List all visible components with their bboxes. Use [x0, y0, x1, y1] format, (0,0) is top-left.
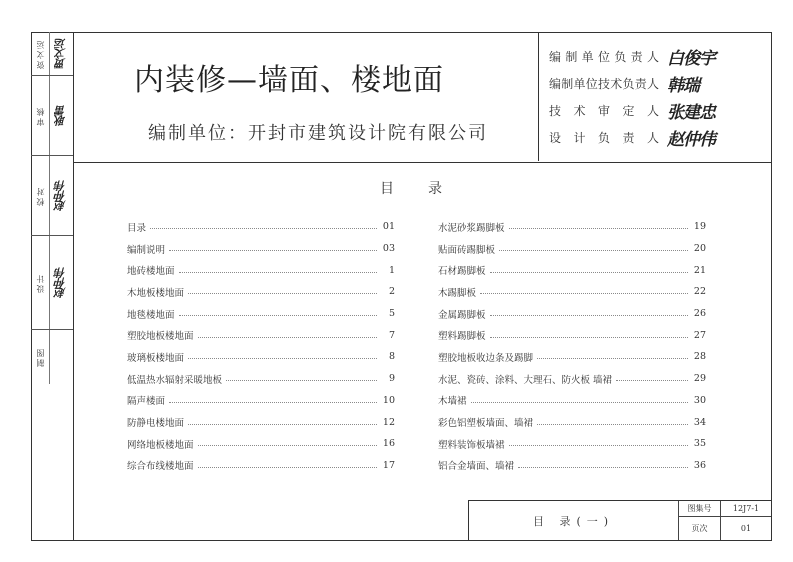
- responsible-label: 技术审定人: [549, 104, 659, 118]
- toc-entry-page: 26: [693, 308, 706, 320]
- toc-dot-leader: [537, 358, 688, 359]
- toc-entry[interactable]: [127, 433, 395, 455]
- toc-entry-page: 21: [693, 264, 706, 276]
- toc-entry-page: 16: [382, 438, 395, 450]
- toc-entry-page: 20: [693, 243, 706, 255]
- toc-entry[interactable]: [127, 238, 395, 260]
- strip-signature: 赵仲伟: [54, 267, 67, 298]
- toc-entry-label: 地砖楼地面: [127, 266, 175, 278]
- strip-signature: 赵仲伟: [54, 180, 67, 211]
- toc-entry[interactable]: [438, 259, 706, 281]
- responsible-row: [549, 97, 764, 124]
- toc-entry[interactable]: [127, 259, 395, 281]
- toc-dot-leader: [509, 228, 688, 229]
- toc-entry[interactable]: [127, 281, 395, 303]
- toc-entry[interactable]: [127, 455, 395, 477]
- toc-entry[interactable]: [438, 346, 706, 368]
- toc-entry-page: 27: [693, 329, 706, 341]
- responsible-signature: 韩瑞: [667, 76, 699, 96]
- toc-entry-label: 石材踢脚板: [438, 266, 486, 278]
- toc-dot-leader: [537, 424, 688, 425]
- toc-entry[interactable]: [438, 238, 706, 260]
- responsible-signature: 张建忠: [667, 103, 715, 123]
- toc-dot-leader: [518, 467, 688, 468]
- toc-entry-page: 22: [693, 286, 706, 298]
- toc-entry-page: 2: [388, 286, 395, 298]
- toc-entry-page: 19: [693, 221, 706, 233]
- toc-entry-label: 塑料踢脚板: [438, 331, 486, 343]
- responsible-label: 编制单位技术负责人: [549, 77, 659, 91]
- toc-entry-page: 35: [693, 438, 706, 450]
- toc-entry-label: 塑料装饰板墙裙: [438, 439, 505, 451]
- title-block-header: [74, 33, 771, 163]
- toc-entry-page: 03: [382, 243, 395, 255]
- page-number-label: 页次: [679, 517, 721, 540]
- toc-dot-leader: [179, 315, 377, 316]
- toc-entry[interactable]: [438, 216, 706, 238]
- responsible-persons: [549, 43, 764, 151]
- toc-dot-leader: [188, 424, 377, 425]
- responsible-row: [549, 43, 764, 70]
- toc-entry[interactable]: [438, 433, 706, 455]
- toc-entry-label: 木踢脚板: [438, 287, 477, 299]
- atlas-number-label: 图集号: [679, 501, 721, 517]
- toc-heading: 目录: [380, 181, 476, 197]
- toc-entry[interactable]: [127, 411, 395, 433]
- toc-entry[interactable]: [127, 368, 395, 390]
- toc-entry-page: 9: [388, 373, 395, 385]
- toc-entry-label: 目录: [127, 222, 147, 234]
- toc-entry-page: 29: [693, 373, 706, 385]
- toc-entry[interactable]: [127, 303, 395, 325]
- toc-entry-label: 贴面砖踢脚板: [438, 244, 496, 256]
- responsible-signature: 赵仲伟: [667, 130, 715, 150]
- strip-label: 校对: [35, 185, 45, 206]
- atlas-title: 内装修—墙面、楼地面: [134, 63, 444, 98]
- toc-entry-page: 1: [388, 264, 395, 276]
- toc-entry-label: 编制说明: [127, 244, 166, 256]
- toc-entry-page: 28: [693, 351, 706, 363]
- toc-dot-leader: [188, 358, 377, 359]
- toc-dot-leader: [471, 402, 688, 403]
- strip-signature: 贾文运: [54, 38, 67, 69]
- toc-entry-label: 地毯楼地面: [127, 309, 175, 321]
- toc-dot-leader: [179, 272, 377, 273]
- toc-dot-leader: [509, 445, 688, 446]
- toc-entry-label: 综合布线楼地面: [127, 461, 194, 473]
- toc-entry-label: 塑胶地板收边条及踢脚: [438, 352, 534, 364]
- toc-entry-page: 01: [382, 221, 395, 233]
- responsible-row: [549, 124, 764, 151]
- toc-entry-page: 8: [388, 351, 395, 363]
- toc-entry-page: 17: [382, 459, 395, 471]
- header-divider: [538, 33, 539, 161]
- toc-entry-label: 木地板楼地面: [127, 287, 185, 299]
- toc-right-column: [438, 216, 706, 476]
- toc-entry-page: 7: [388, 329, 395, 341]
- responsible-label: 设计负责人: [549, 131, 659, 145]
- toc-entry[interactable]: [438, 281, 706, 303]
- toc-entry-label: 金属踢脚板: [438, 309, 486, 321]
- atlas-number-value: 12J7-1: [721, 501, 771, 517]
- signature-strip: [31, 32, 73, 541]
- toc-dot-leader: [150, 228, 377, 229]
- toc-entry-page: 5: [388, 308, 395, 320]
- strip-cell-design: [31, 236, 73, 330]
- toc-entry[interactable]: [127, 346, 395, 368]
- strip-cell-proofread: [31, 156, 73, 236]
- toc-entry[interactable]: [438, 303, 706, 325]
- toc-dot-leader: [499, 250, 688, 251]
- toc-entry[interactable]: [127, 324, 395, 346]
- toc-entry-page: 36: [693, 459, 706, 471]
- toc-entry-label: 玻璃板楼地面: [127, 352, 185, 364]
- strip-label: 审核: [35, 105, 45, 126]
- toc-dot-leader: [169, 250, 377, 251]
- toc-entry[interactable]: [438, 455, 706, 477]
- toc-entry-label: 隔声楼面: [127, 396, 166, 408]
- toc-entry-label: 木墙裙: [438, 396, 467, 408]
- toc-entry[interactable]: [127, 390, 395, 412]
- responsible-label: 编制单位负责人: [549, 50, 659, 64]
- strip-cell-audit: [31, 76, 73, 156]
- toc-dot-leader: [198, 337, 377, 338]
- toc-entry-label: 网络地板楼地面: [127, 439, 194, 451]
- toc-dot-leader: [198, 467, 377, 468]
- toc-entry[interactable]: [438, 390, 706, 412]
- responsible-signature: 白俊宇: [667, 49, 715, 69]
- strip-label: 设计: [35, 272, 45, 293]
- bottom-title-block: [468, 500, 772, 541]
- strip-cell-drafting: [31, 330, 73, 384]
- toc-entry-label: 低温热水辐射采暖地板: [127, 374, 223, 386]
- toc-entry[interactable]: [127, 216, 395, 238]
- toc-dot-leader: [490, 337, 688, 338]
- toc-dot-leader: [188, 293, 377, 294]
- strip-signature: 耿雷: [54, 105, 67, 126]
- strip-cell-reviewer: [31, 32, 73, 76]
- toc-dot-leader: [616, 380, 688, 381]
- toc-entry-page: 30: [693, 394, 706, 406]
- toc-entry-label: 塑胶地板楼地面: [127, 331, 194, 343]
- toc-dot-leader: [480, 293, 688, 294]
- toc-entry[interactable]: [438, 324, 706, 346]
- toc-dot-leader: [490, 315, 688, 316]
- responsible-row: [549, 70, 764, 97]
- organization-line: 编制单位：开封市建筑设计院有限公司: [148, 123, 488, 144]
- toc-entry-label: 铝合金墙面、墙裙: [438, 461, 515, 473]
- toc-entry-label: 彩色铝塑板墙面、墙裙: [438, 418, 534, 430]
- toc-entry-label: 水泥、瓷砖、涂料、大理石、防火板 墙裙: [438, 374, 613, 386]
- toc-entry[interactable]: [438, 368, 706, 390]
- toc-entry-page: 34: [693, 416, 706, 428]
- toc-dot-leader: [169, 402, 377, 403]
- page-number-value: 01: [740, 524, 752, 533]
- toc-left-column: [127, 216, 395, 476]
- toc-dot-leader: [198, 445, 377, 446]
- strip-label: 资文运: [35, 38, 45, 69]
- sheet-name: 目 录(一): [469, 501, 679, 540]
- toc-entry-page: 10: [382, 394, 395, 406]
- toc-entry[interactable]: [438, 411, 706, 433]
- toc-entry-label: 防静电楼地面: [127, 418, 185, 430]
- toc-entry-page: 12: [382, 416, 395, 428]
- toc-entry-label: 水泥砂浆踢脚板: [438, 222, 505, 234]
- strip-label: 制图: [35, 347, 45, 367]
- toc-dot-leader: [490, 272, 688, 273]
- toc-dot-leader: [226, 380, 377, 381]
